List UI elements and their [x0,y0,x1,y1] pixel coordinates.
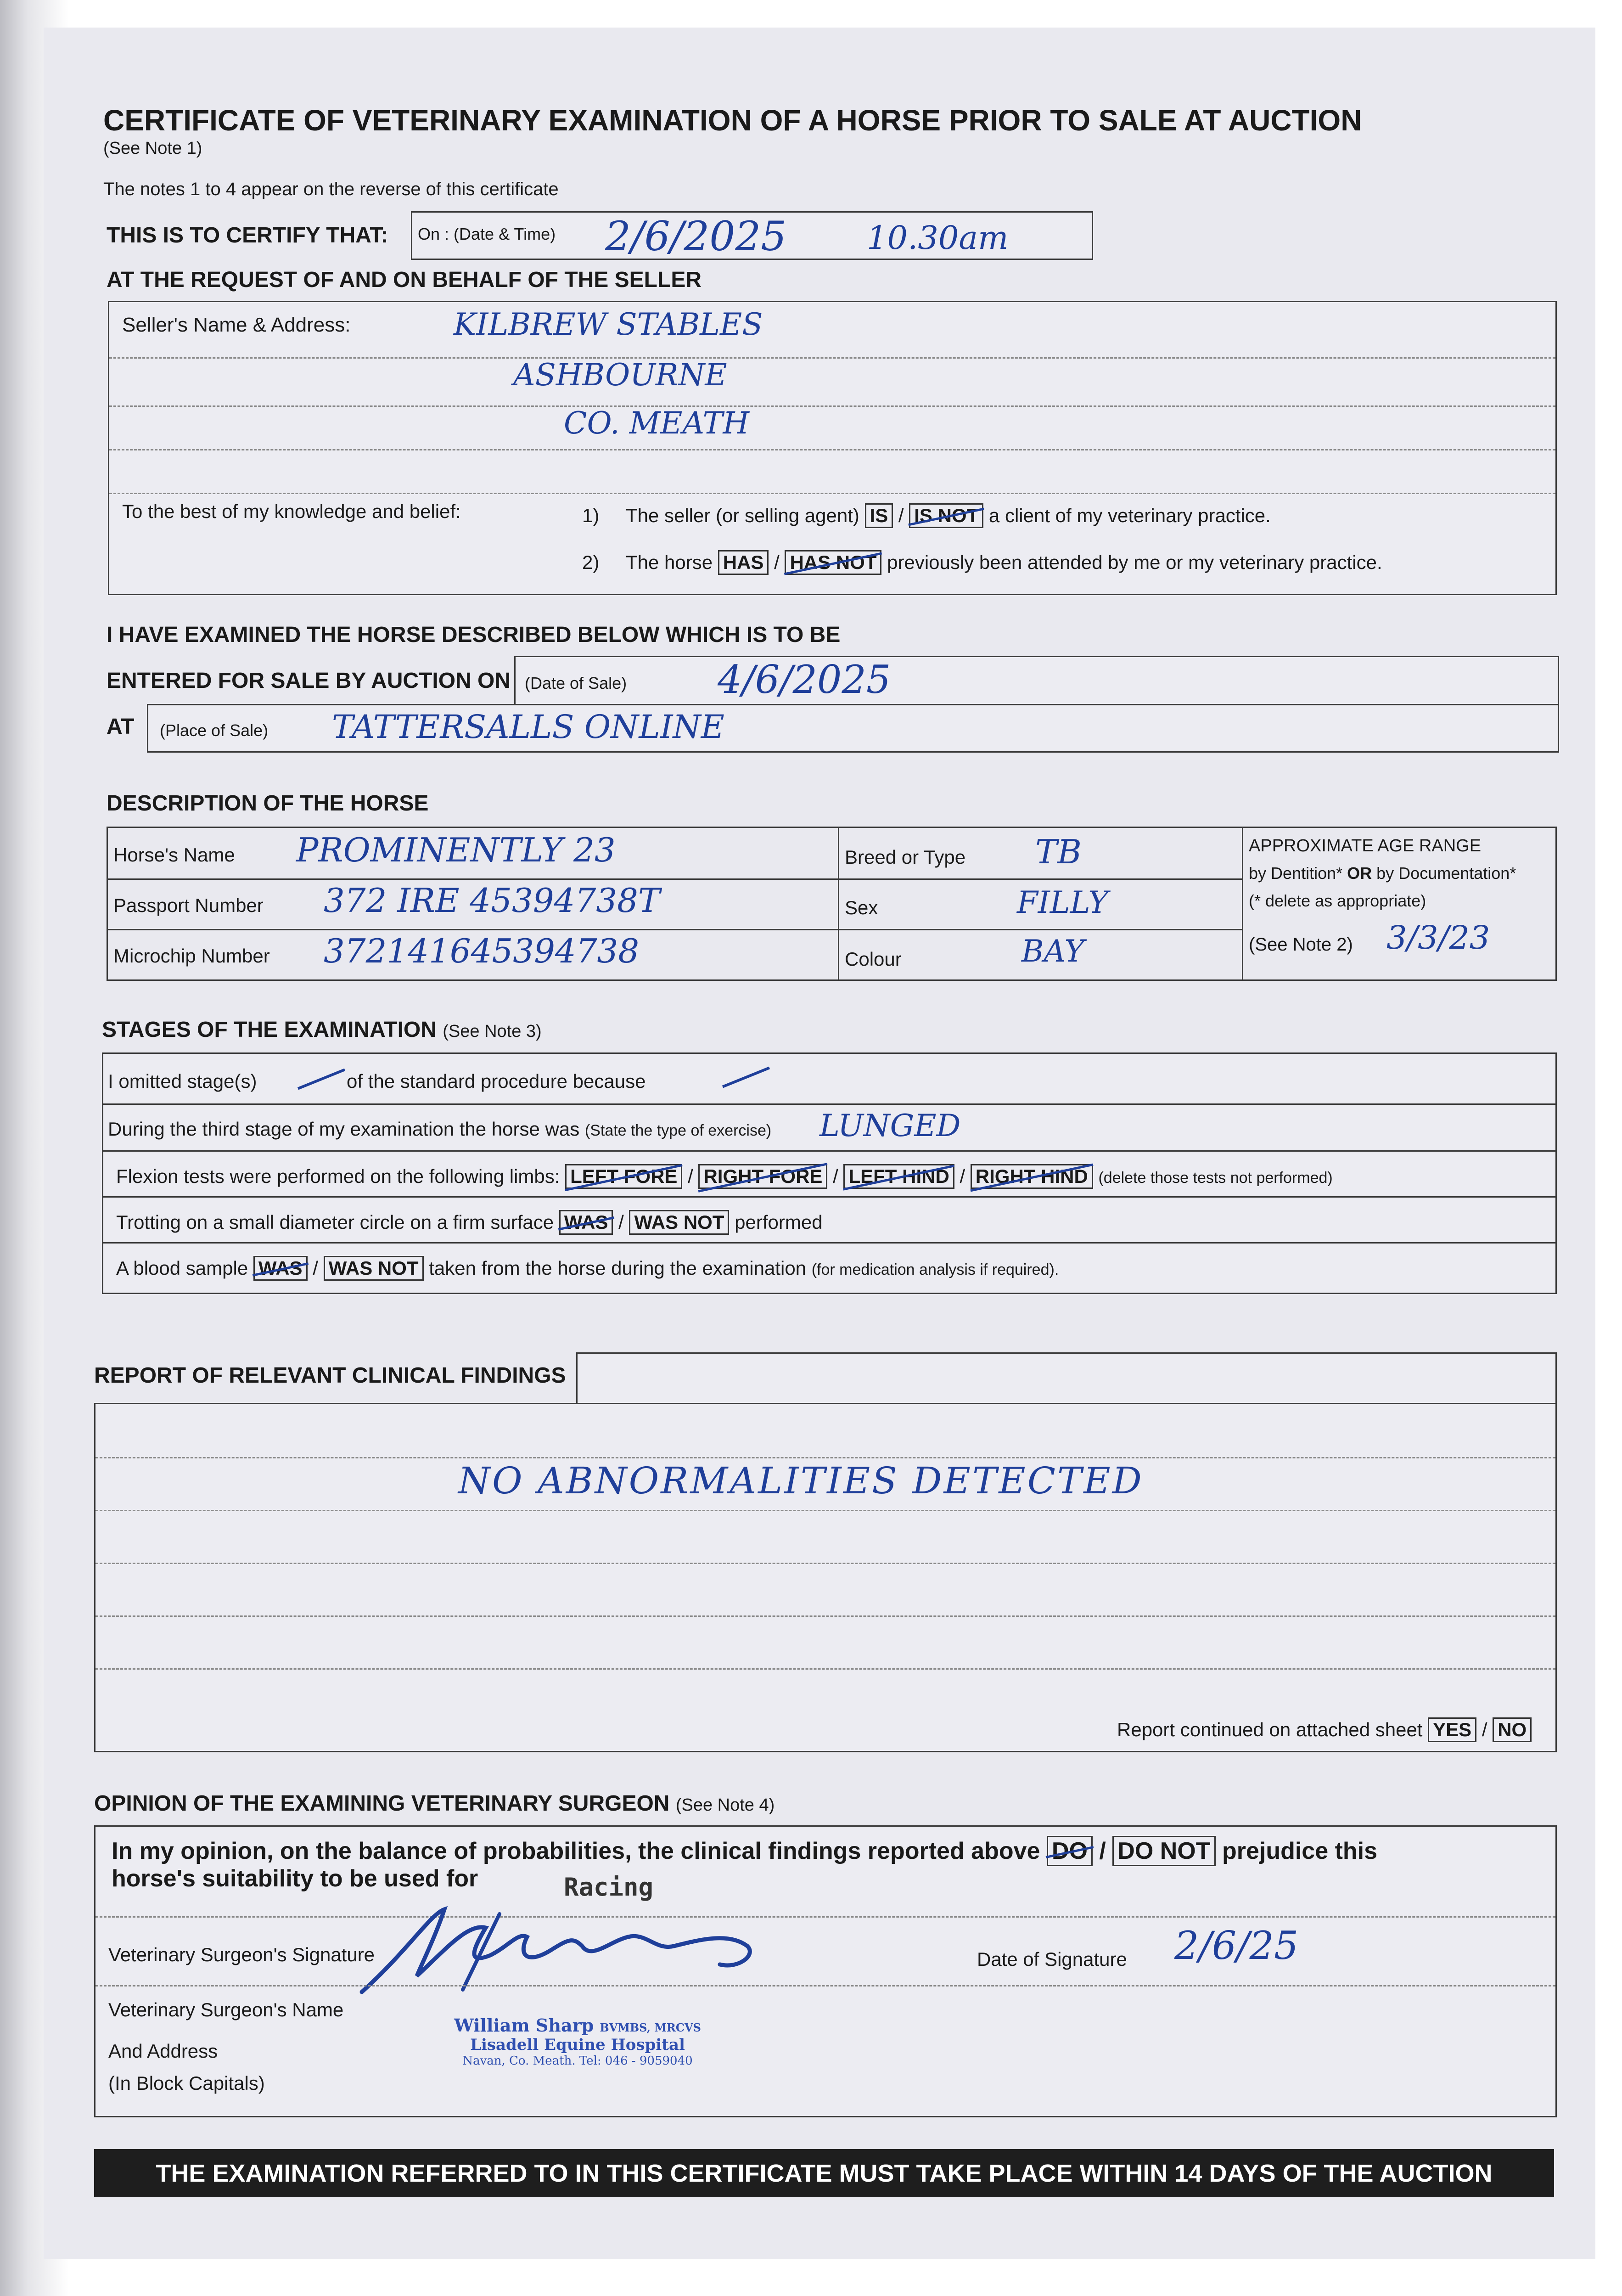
footer-banner-text: THE EXAMINATION REFERRED TO IN THIS CERTIFICATE MUST TAKE PLACE WITHIN 14 DAYS OF THE AUCTION [156,2160,1493,2187]
date-of-signature[interactable]: 2/6/25 [1174,1923,1299,1968]
vet-stamp [435,2015,720,2068]
limb-right-hind[interactable]: RIGHT HIND [971,1164,1093,1189]
flexion-row: Flexion tests were performed on the following limbs: LEFT FORE / RIGHT FORE / LEFT HIND / RIGHT HIND (delete those tests not performed) [116,1164,1333,1189]
block-capitals-note: (In Block Capitals) [108,2072,265,2094]
breed[interactable]: TB [1035,833,1082,871]
seller-label: Seller's Name & Address: [122,314,351,336]
passport-number[interactable]: 372 IRE 45394738T [324,881,660,920]
clinical-finding: NO ABNORMALITIES DETECTED [458,1459,1144,1502]
title-note: (See Note 1) [103,139,202,158]
knowledge-label: To the best of my knowledge and belief: [122,501,461,522]
stamp-name: William Sharp [454,2015,594,2036]
do-not-option[interactable]: DO NOT [1112,1836,1215,1866]
do-option[interactable]: DO [1047,1836,1093,1866]
certify-label: THIS IS TO CERTIFY THAT: [107,223,388,248]
age-see-note: (See Note 2) [1249,934,1353,955]
limb-left-fore[interactable]: LEFT FORE [565,1164,682,1189]
limb-left-hind[interactable]: LEFT HIND [843,1164,954,1189]
seller-address-line2[interactable]: CO. MEATH [564,405,750,441]
vet-name-label: Veterinary Surgeon's Name [108,1999,344,2020]
suitability-label: horse's suitability to be used for [112,1865,478,1892]
exam-time: 10.30am [867,219,1009,257]
vet-address-label: And Address [108,2040,218,2062]
opinion-box [94,1825,1557,2117]
is-option[interactable]: IS [865,503,893,528]
horse-name[interactable]: PROMINENTLY 23 [296,831,616,869]
blood-row: A blood sample WAS / WAS NOT taken from the horse during the examination (for medication analysis if required). [116,1256,1059,1281]
age-value[interactable]: 3/3/23 [1386,919,1490,957]
colour[interactable]: BAY [1021,934,1085,969]
age-heading: APPROXIMATE AGE RANGE [1249,836,1482,855]
stamp-hospital: Lisadell Equine Hospital [470,2036,685,2054]
report-heading: REPORT OF RELEVANT CLINICAL FINDINGS [94,1363,566,1388]
trot-was-option[interactable]: WAS [559,1210,613,1235]
exercise-type[interactable]: LUNGED [819,1108,961,1143]
report-heading-box [576,1352,1557,1404]
omitted-label-mid: of the standard procedure because [347,1070,646,1092]
omitted-label-pre: I omitted stage(s) [108,1070,257,1092]
sex-label: Sex [845,897,878,918]
entered-label: ENTERED FOR SALE BY AUCTION ON [107,669,511,693]
age-delete-note: (* delete as appropriate) [1249,891,1426,910]
seller-name[interactable]: KILBREW STABLES [454,307,763,342]
date-of-signature-label: Date of Signature [977,1948,1127,1970]
breed-label: Breed or Type [845,846,966,868]
has-option[interactable]: HAS [718,550,769,575]
exam-date-field[interactable] [411,211,1093,260]
omitted-stage-dash [297,1069,345,1090]
date-of-sale-field[interactable] [514,656,1559,707]
notes-line: The notes 1 to 4 appear on the reverse of this certificate [103,179,559,199]
stamp-quals: BVMBS, MRCVS [600,2021,701,2034]
place-of-sale-field[interactable] [147,704,1559,753]
omitted-reason-dash [722,1067,770,1088]
exam-date: 2/6/2025 [605,213,787,260]
date-of-sale: 4/6/2025 [718,657,891,702]
sex[interactable]: FILLY [1017,885,1108,920]
place-of-sale-label: (Place of Sale) [160,721,269,740]
report-area[interactable] [94,1403,1557,1752]
report-continued: Report continued on attached sheet YES / NO [1117,1717,1532,1742]
date-of-sale-label: (Date of Sale) [525,674,627,692]
microchip-label: Microchip Number [113,945,270,967]
has-not-option[interactable]: HAS NOT [785,550,881,575]
on-label: On : (Date & Time) [418,225,556,243]
request-label: AT THE REQUEST OF AND ON BEHALF OF THE SELLER [107,268,702,292]
age-method: by Dentition* OR by Documentation* [1249,864,1516,883]
trot-was-not-option[interactable]: WAS NOT [629,1210,729,1235]
microchip-number[interactable]: 372141645394738 [324,932,640,970]
colour-label: Colour [845,948,902,970]
footer-banner [94,2149,1554,2197]
horse-name-label: Horse's Name [113,844,235,866]
trot-row: Trotting on a small diameter circle on a firm surface WAS / WAS NOT performed [116,1210,823,1235]
place-of-sale: TATTERSALLS ONLINE [332,708,724,746]
passport-label: Passport Number [113,895,264,916]
continued-no-option[interactable]: NO [1493,1717,1532,1742]
examined-label: I HAVE EXAMINED THE HORSE DESCRIBED BELOW WHICH IS TO BE [107,623,841,647]
limb-right-fore[interactable]: RIGHT FORE [698,1164,827,1189]
at-label: AT [107,715,135,739]
client-statement: 1) The seller (or selling agent) IS / IS NOT a client of my veterinary practice. [582,503,1271,528]
opinion-heading: OPINION OF THE EXAMINING VETERINARY SURGEON (See Note 4) [94,1791,775,1816]
stamp-address: Navan, Co. Meath. Tel: 046 - 9059040 [462,2054,693,2068]
blood-was-option[interactable]: WAS [253,1256,308,1281]
seller-address-line1[interactable]: ASHBOURNE [513,357,727,393]
intended-use[interactable]: Racing [564,1873,654,1902]
opinion-statement: In my opinion, on the balance of probabilities, the clinical findings reported above DO / DO NOT prejudice this [112,1836,1377,1866]
stages-table [102,1052,1557,1294]
is-not-option[interactable]: IS NOT [909,503,983,528]
seller-section [108,301,1557,595]
certificate-title: CERTIFICATE OF VETERINARY EXAMINATION OF A HORSE PRIOR TO SALE AT AUCTION [103,104,1362,137]
third-stage-label: During the third stage of my examination the horse was (State the type of exercise) [108,1118,772,1140]
description-heading: DESCRIPTION OF THE HORSE [107,791,429,816]
blood-was-not-option[interactable]: WAS NOT [324,1256,424,1281]
stages-heading: STAGES OF THE EXAMINATION (See Note 3) [102,1018,542,1042]
description-table [107,827,1557,981]
continued-yes-option[interactable]: YES [1428,1717,1476,1742]
signature-label: Veterinary Surgeon's Signature [108,1944,375,1965]
attended-statement: 2) The horse HAS / HAS NOT previously been attended by me or my veterinary practice. [582,550,1382,575]
